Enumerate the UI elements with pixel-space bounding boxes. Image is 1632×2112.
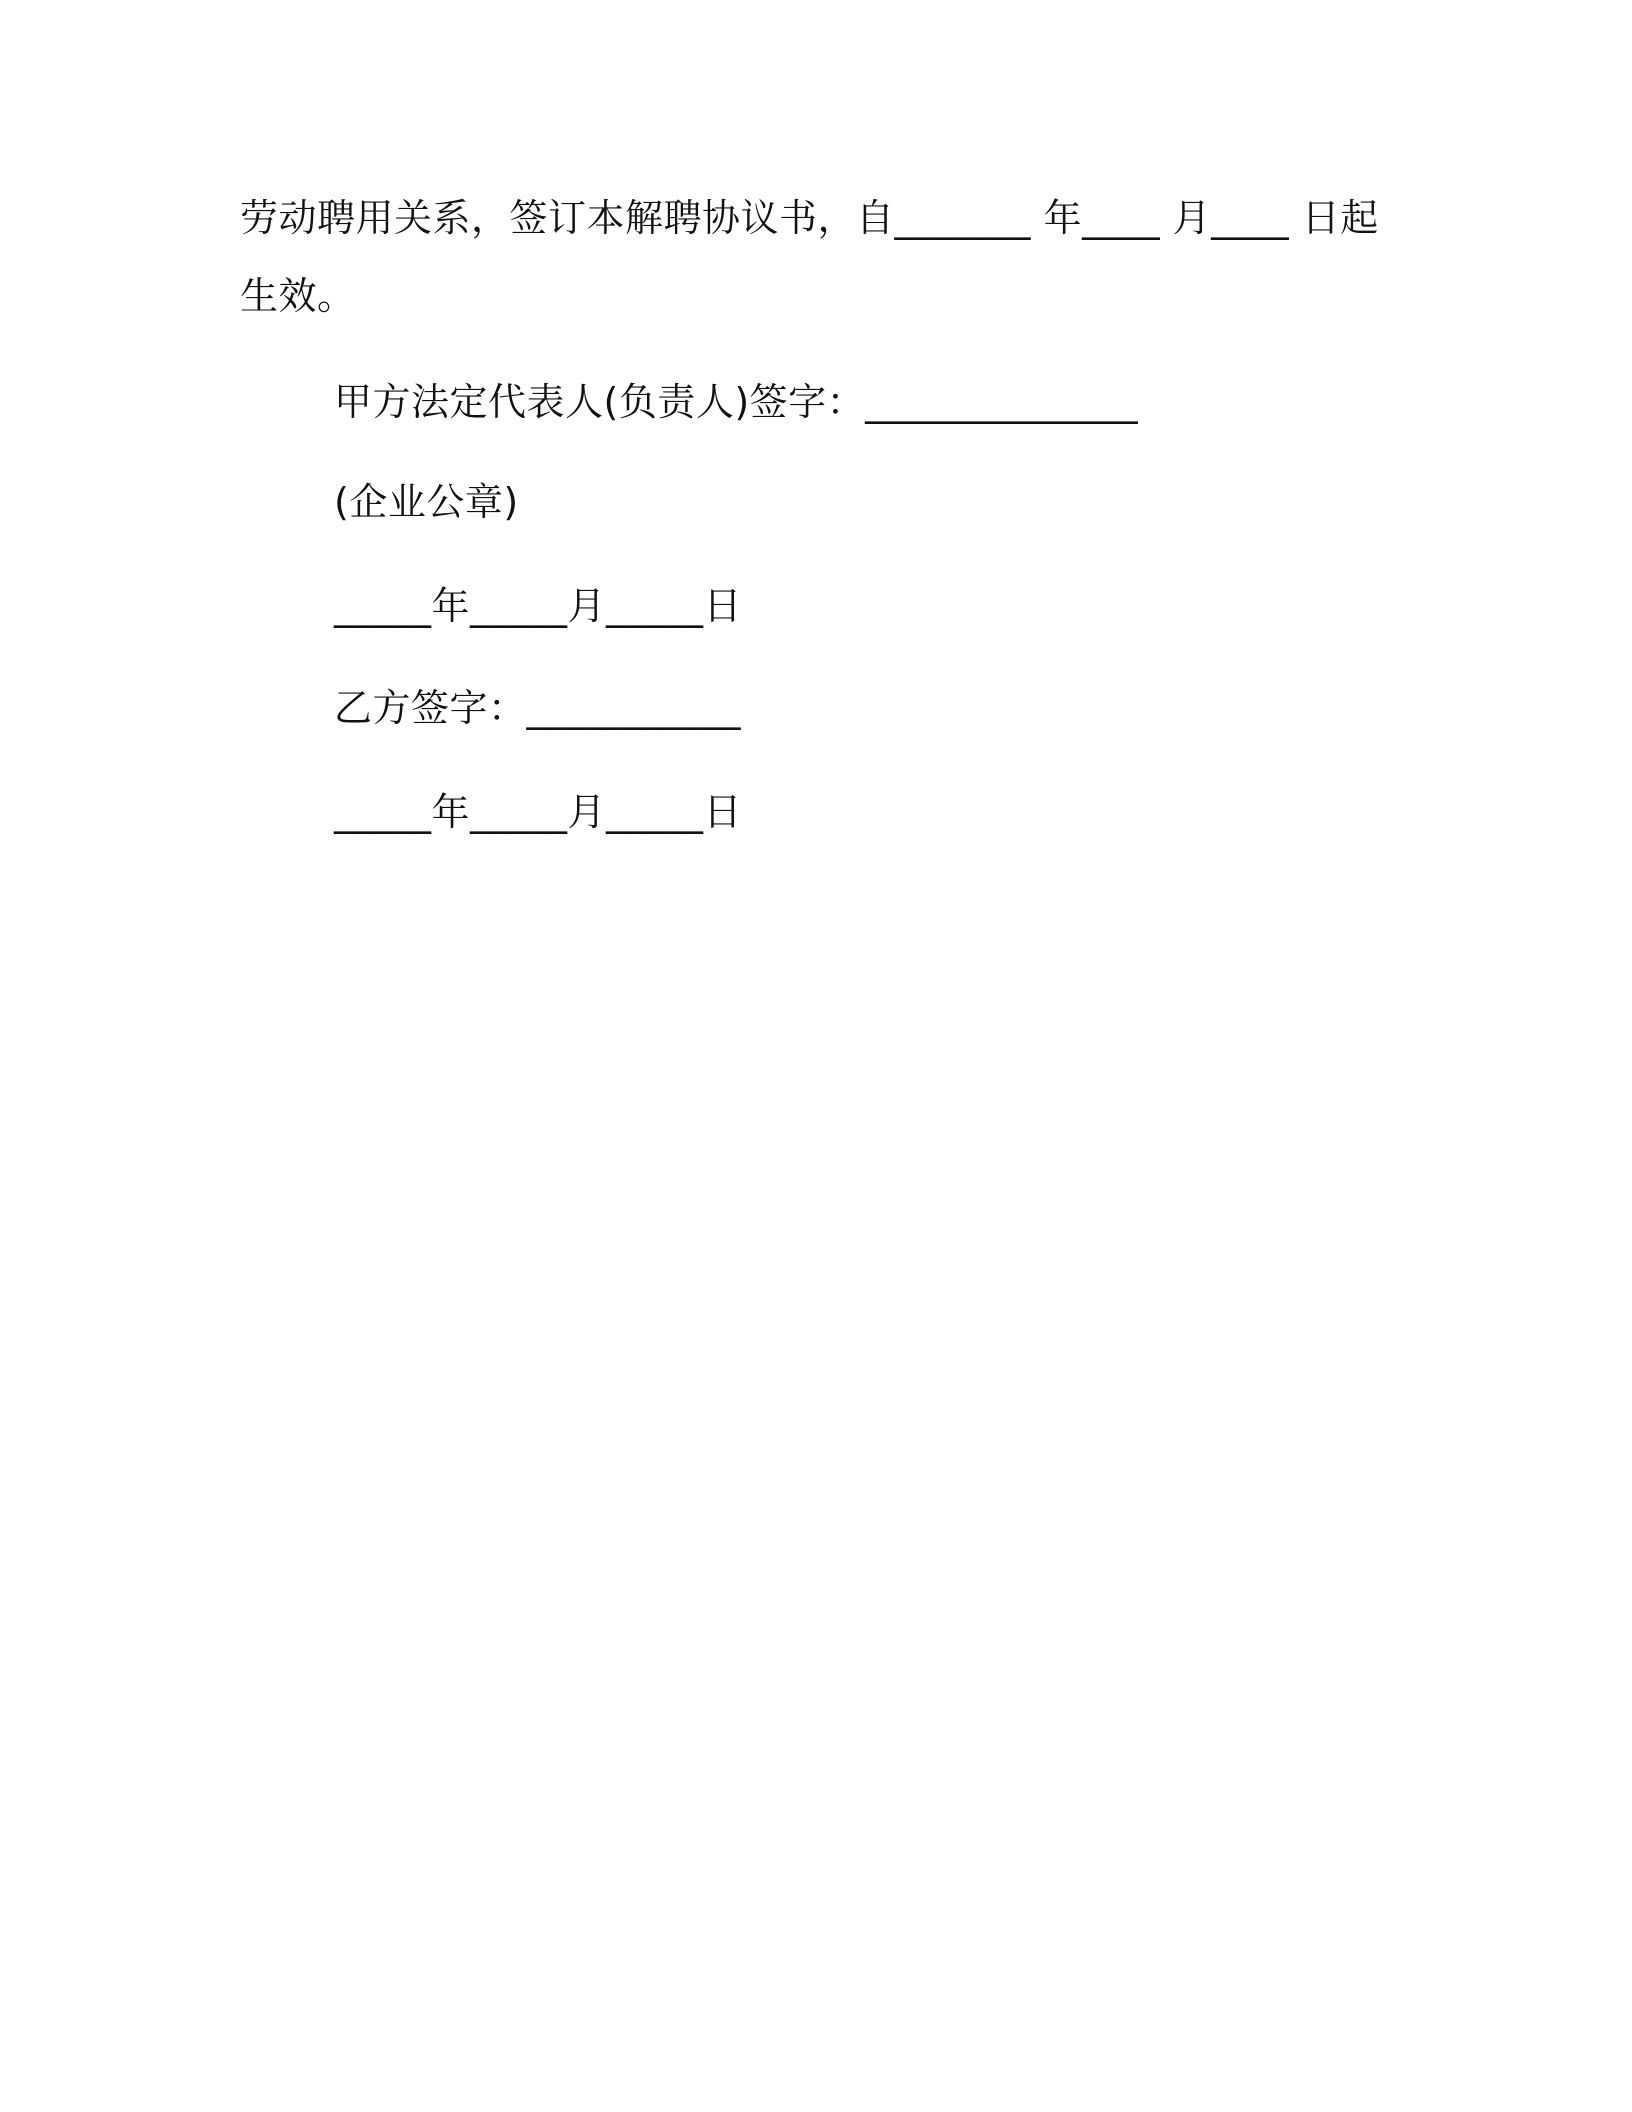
paragraph-line-2: 生效。 xyxy=(240,274,356,318)
party-b-date-line: _____年_____月_____日 xyxy=(334,790,743,834)
party-a-signature-line: 甲方法定代表人(负责人)签字：______________ xyxy=(334,380,1139,424)
party-a-date-line: _____年_____月_____日 xyxy=(334,584,743,628)
company-seal-label: (企业公章) xyxy=(334,480,519,524)
paragraph-line-1: 劳动聘用关系，签订本解聘协议书，自_______ 年____ 月____ 日起 xyxy=(240,196,1379,240)
party-b-signature-line: 乙方签字：___________ xyxy=(334,686,742,730)
